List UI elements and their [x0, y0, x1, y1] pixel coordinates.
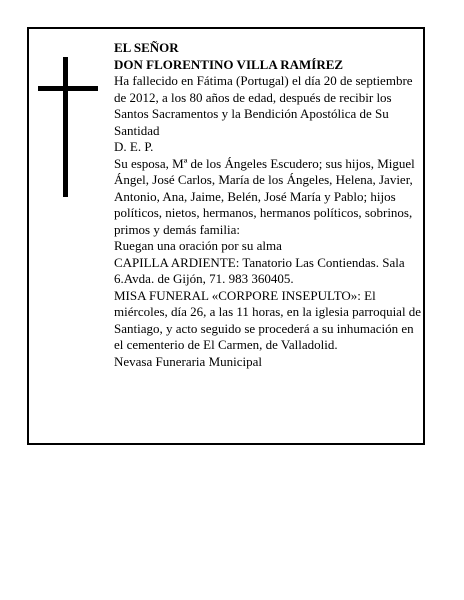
death-announcement: Ha fallecido en Fátima (Portugal) el día 20 de septiembre de 2012, a los 80 años de edad, después de recibir los Santos Sacramentos y la Bendición Apostólica de Su Santidad	[114, 73, 413, 138]
prayer-request: Ruegan una oración por su alma	[114, 238, 282, 253]
funeral-home: Nevasa Funeraria Municipal	[114, 353, 263, 369]
cross-icon-horizontal-bar	[38, 86, 98, 91]
deceased-name: DON FLORENTINO VILLA RAMÍREZ	[114, 56, 344, 72]
family-list: Su esposa, Mª de los Ángeles Escudero; sus hijos, Miguel Ángel, José Carlos, María de los Ángeles, Helena, Javier, Antonio, Ana, Jaime, Belén, José María y Pablo; hijos políticos, nietos, hermanos, hermanos políticos, sobrinos, primos y demás familia:	[114, 155, 415, 237]
heading-title: EL SEÑOR	[114, 40, 179, 55]
cross-icon-vertical-bar	[63, 57, 68, 197]
dep-line: D. E. P.	[114, 139, 154, 154]
obituary-text	[114, 40, 426, 370]
chapel-info: CAPILLA ARDIENTE: Tanatorio Las Contiendas. Sala 6.Avda. de Gijón, 71. 983 360405.	[114, 254, 405, 286]
funeral-mass-info: MISA FUNERAL «CORPORE INSEPULTO»: El miércoles, día 26, a las 11 horas, en la iglesia parroquial de Santiago, y acto seguido se procederá a su inhumación en el cementerio de El Carmen, de Valladolid.	[114, 287, 422, 352]
